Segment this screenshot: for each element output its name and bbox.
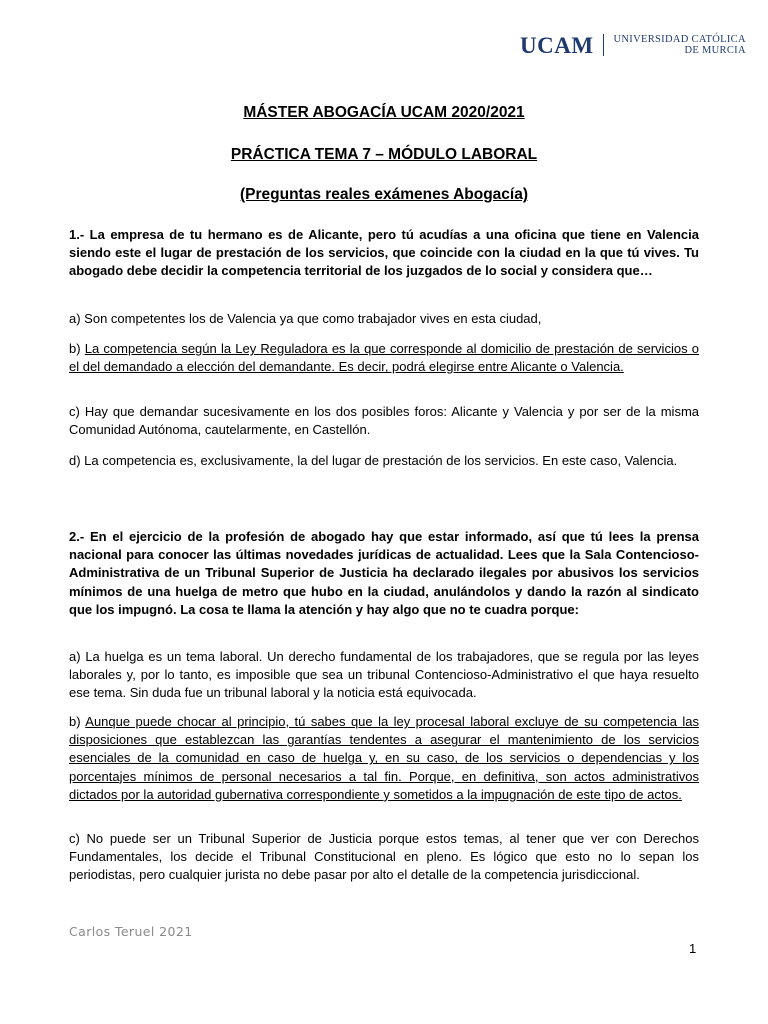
ucam-logo xyxy=(520,32,746,58)
page-number: 1 xyxy=(689,941,697,956)
logo-line-1: UNIVERSIDAD CATÓLICA xyxy=(613,34,746,45)
question-1-option-c: c) Hay que demandar sucesivamente en los dos posibles foros: Alicante y Valencia y por ser de la misma Comunidad Autónoma, cautelarmente, en Castellón. xyxy=(69,404,699,438)
document-title: MÁSTER ABOGACÍA UCAM 2020/2021 xyxy=(243,104,525,121)
question-1-option-b xyxy=(69,340,699,376)
question-2-option-b xyxy=(69,713,699,804)
logo-separator xyxy=(603,34,604,56)
logo-university-name xyxy=(614,34,746,56)
question-1: 1.- La empresa de tu hermano es de Alicante, pero tú acudías a una oficina que tiene en Valencia siendo este el lugar de prestación de los servicios, que coincide con la ciudad en la que tú vives. Tu abogado debe decidir la competencia territorial de los juzgados de lo social y considera que… xyxy=(69,227,699,279)
subtitle: (Preguntas reales exámenes Abogacía) xyxy=(239,186,529,203)
practice-title: PRÁCTICA TEMA 7 – MÓDULO LABORAL xyxy=(230,146,538,163)
question-1-option-d: d) La competencia es, exclusivamente, la del lugar de prestación de los servicios. En este caso, Valencia. xyxy=(69,453,678,468)
question-2-option-c: c) No puede ser un Tribunal Superior de Justicia porque estos temas, al tener que ver con Derechos Fundamentales, los decide el Tribunal Constitucional en pleno. Es lógico que esto no lo sepan los periodistas, pero cualquier jurista no debe pasar por alto el detalle de la competencia jurisdiccional. xyxy=(69,831,699,883)
option-prefix: b) xyxy=(69,341,85,356)
footer-author: Carlos Teruel 2021 xyxy=(69,924,193,939)
option-prefix: b) xyxy=(69,714,86,729)
question-2-option-a: a) La huelga es un tema laboral. Un derecho fundamental de los trabajadores, que se regula por las leyes laborales y, por lo tanto, es imposible que sea un tribunal Contencioso-Administrativo el que haya resuelto ese tema. Sin duda fue un tribunal laboral y la noticia está equivocada. xyxy=(69,649,699,701)
logo-abbreviation: UCAM xyxy=(520,32,594,58)
correct-answer-text: Aunque puede chocar al principio, tú sabes que la ley procesal laboral excluye de su competencia las disposiciones que establezcan las garantías tendentes a asegurar el mantenimiento de los servicios esenciales de la comunidad en caso de huelga y, en su caso, de los servicios o dependencias y los porcentajes mínimos de personal necesarios a tal fin. Porque, en definitiva, son actos administrativos dictados por la autoridad gubernativa correspondiente y sometidos a la impugnación de este tipo de actos. xyxy=(69,714,699,802)
logo-line-2: DE MURCIA xyxy=(684,45,746,56)
question-2: 2.- En el ejercicio de la profesión de abogado hay que estar informado, así que tú lees la prensa nacional para conocer las últimas novedades jurídicas de actualidad. Lees que la Sala Contencioso-Administrativa de un Tribunal Superior de Justicia ha declarado ilegales por abusivos los servicios mínimos de una huelga de metro que hubo en la ciudad, anulándolos y dando la razón al sindicato que los impugnó. La cosa te llama la atención y hay algo que no te cuadra porque: xyxy=(69,529,699,617)
correct-answer-text: La competencia según la Ley Reguladora es la que corresponde al domicilio de prestación de servicios o el del demandado a elección del demandante. Es decir, podrá elegirse entre Alicante o Valencia. xyxy=(69,341,699,375)
question-1-option-a: a) Son competentes los de Valencia ya que como trabajador vives en esta ciudad, xyxy=(69,311,542,326)
